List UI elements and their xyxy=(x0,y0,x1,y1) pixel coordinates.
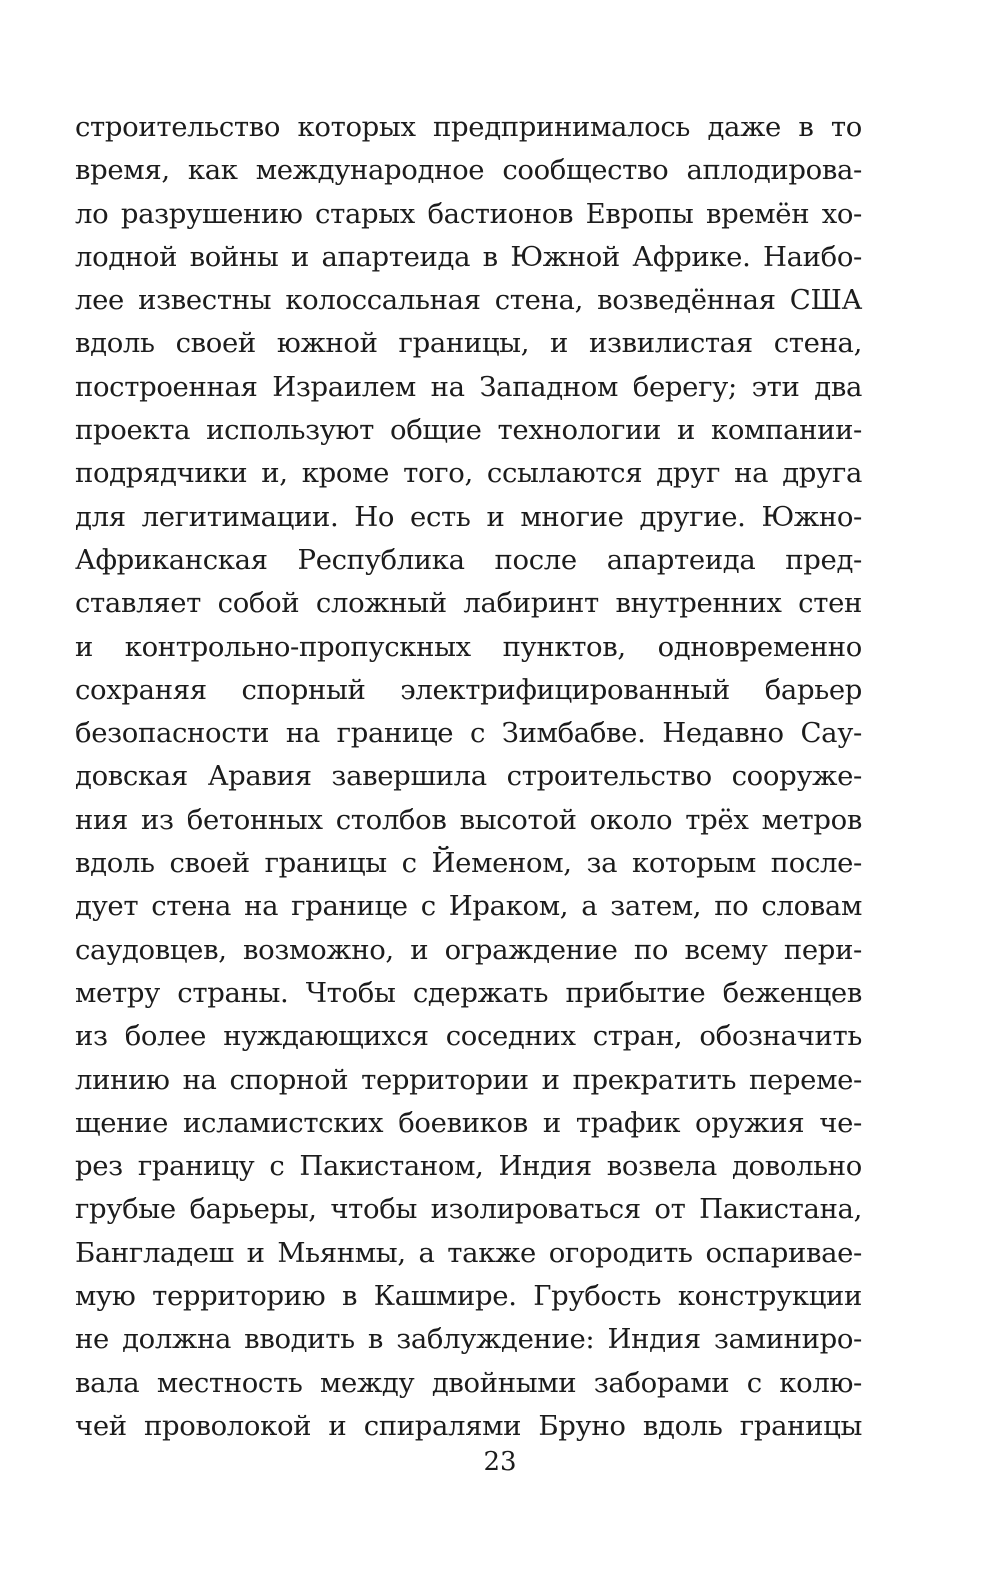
text-line: ставляет собой сложный лабиринт внутренних стен xyxy=(75,587,862,620)
text-line: сохраняя спорный электрифицированный барьер xyxy=(75,673,862,706)
page-number: 23 xyxy=(483,1447,517,1477)
text-line: Бангладеш и Мьянмы, а также огородить оспаривае- xyxy=(75,1236,862,1269)
text-line: вдоль своей южной границы, и извилистая стена, xyxy=(75,327,862,360)
text-line: время, как международное сообщество аплодирова- xyxy=(75,154,862,187)
body-text xyxy=(75,106,862,1448)
text-line: и контрольно-пропускных пунктов, одновременно xyxy=(75,630,862,663)
text-line: лодной войны и апартеида в Южной Африке. Наибо- xyxy=(75,240,862,273)
text-line: чей проволокой и спиралями Бруно вдоль границы xyxy=(75,1409,862,1442)
text-line: из более нуждающихся соседних стран, обозначить xyxy=(75,1020,862,1053)
text-line: дует стена на границе с Ираком, а затем, по словам xyxy=(75,890,862,923)
text-line: рез границу с Пакистаном, Индия возвела довольно xyxy=(75,1150,862,1183)
text-line: лее известны колоссальная стена, возведённая США xyxy=(75,284,862,317)
text-line: довская Аравия завершила строительство сооруже- xyxy=(75,760,862,793)
text-line: ния из бетонных столбов высотой около трёх метров xyxy=(75,803,862,836)
text-line: вдоль своей границы с Йеменом, за которым после- xyxy=(75,847,862,880)
text-line: метру страны. Чтобы сдержать прибытие беженцев xyxy=(75,976,862,1009)
text-line: мую территорию в Кашмире. Грубость конструкции xyxy=(75,1280,862,1313)
text-line: строительство которых предпринималось даже в то xyxy=(75,111,862,143)
text-line: ло разрушению старых бастионов Европы времён хо- xyxy=(75,197,862,230)
text-line: построенная Израилем на Западном берегу; эти два xyxy=(75,370,862,403)
text-line: не должна вводить в заблуждение: Индия заминиро- xyxy=(75,1323,862,1356)
text-line: проекта используют общие технологии и компании- xyxy=(75,414,862,447)
text-line: грубые барьеры, чтобы изолироваться от Пакистана, xyxy=(75,1193,862,1226)
text-line: щение исламистских боевиков и трафик оружия че- xyxy=(75,1106,862,1139)
text-line: Африканская Республика после апартеида пред- xyxy=(75,543,862,576)
text-line: безопасности на границе с Зимбабве. Недавно Сау- xyxy=(75,717,862,750)
text-line: линию на спорной территории и прекратить переме- xyxy=(75,1063,862,1096)
text-line: вала местность между двойными заборами с колю- xyxy=(75,1366,862,1399)
text-line: подрядчики и, кроме того, ссылаются друг на друга xyxy=(75,457,862,490)
text-line: для легитимации. Но есть и многие другие. Южно- xyxy=(75,500,862,533)
text-line: саудовцев, возможно, и ограждение по всему пери- xyxy=(75,933,862,966)
